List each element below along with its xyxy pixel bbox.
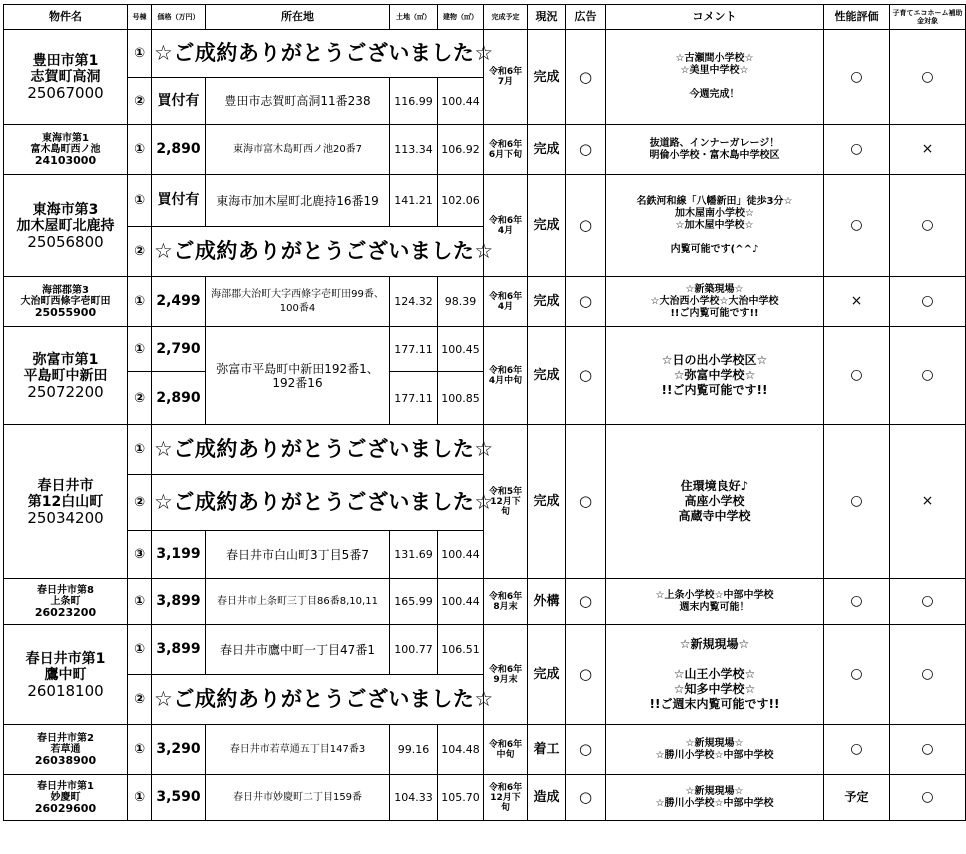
table-cell: 100.44 (438, 531, 484, 579)
comment (606, 175, 824, 277)
table-cell: ○ (566, 425, 606, 579)
property-name-cell[interactable] (4, 125, 128, 175)
property-listing-table (3, 4, 966, 821)
address: 東海市富木島町西ノ池20番7 (206, 125, 390, 175)
table-cell: ① (128, 775, 152, 821)
table-cell: 完成 (528, 175, 566, 277)
table-cell: 外構 (528, 579, 566, 625)
cell-text: 内覧可能です(^^♪ (670, 243, 759, 255)
header-price: 価格（万円） (152, 5, 206, 30)
cell-text: ☆勝川小学校☆中部中学校 (655, 749, 774, 761)
table-cell: ○ (890, 327, 966, 425)
table-cell: × (890, 425, 966, 579)
table-cell: ○ (824, 725, 890, 775)
header-name: 物件名 (4, 5, 128, 30)
table-cell: 令和6年中旬 (484, 725, 528, 775)
header-due: 完成予定 (484, 5, 528, 30)
cell-text: 東海市第1 (42, 133, 89, 144)
cell-text: 春日井市 (37, 477, 94, 494)
table-cell: 100.85 (438, 372, 484, 425)
table-cell: 106.92 (438, 125, 484, 175)
land-area: 116.99 (390, 78, 438, 125)
price: 3,199 (152, 531, 206, 579)
address: 豊田市志賀町高洞11番238 (206, 78, 390, 125)
cell-text: !!ご内覧可能です!! (661, 383, 768, 397)
header-row (4, 5, 966, 30)
cell-text: ☆新規現場☆ (685, 785, 744, 797)
cell-text: 鷹中町 (44, 666, 87, 683)
table-row (4, 175, 966, 227)
table-cell: ○ (566, 125, 606, 175)
table-row (4, 327, 966, 372)
table-row (4, 125, 966, 175)
address: 春日井市白山町3丁目5番7 (206, 531, 390, 579)
cell-text: 春日井市第2 (37, 733, 94, 744)
table-cell: 完成 (528, 425, 566, 579)
address: 東海市加木屋町北鹿持16番19 (206, 175, 390, 227)
table-cell: ○ (890, 775, 966, 821)
cell-text: 東海市第3 (32, 201, 99, 218)
sold-banner: ☆ご成約ありがとうございました☆ (152, 425, 484, 475)
table-cell: ○ (890, 175, 966, 277)
table-cell: ① (128, 175, 152, 227)
due-date: 令和6年7月 (484, 30, 528, 125)
table-cell: ○ (824, 125, 890, 175)
price: 2,790 (152, 327, 206, 372)
table-cell: 完成 (528, 327, 566, 425)
cell-text: 今週完成！ (689, 89, 740, 100)
cell-text: ☆日の出小学校区☆ (661, 353, 768, 367)
table-cell: 着工 (528, 725, 566, 775)
table-cell: 100.45 (438, 327, 484, 372)
header-subsidy: 子育てエコホーム補助金対象 (890, 5, 966, 30)
cell-text: 週末内覧可能！ (679, 601, 750, 613)
table-cell: ① (128, 125, 152, 175)
cell-text: 明倫小学校・富木島中学校区 (649, 149, 780, 161)
price: 買付有 (152, 78, 206, 125)
price: 3,899 (152, 579, 206, 625)
cell-text: ☆知多中学校☆ (673, 682, 756, 696)
price: 2,890 (152, 125, 206, 175)
sold-banner: ☆ご成約ありがとうございました☆ (152, 475, 484, 531)
ad-mark: ○ (566, 30, 606, 125)
status: 完成 (528, 30, 566, 125)
table-cell: ① (128, 277, 152, 327)
price: 2,499 (152, 277, 206, 327)
cell-text: 24103000 (34, 154, 97, 167)
header-comment: コメント (606, 5, 824, 30)
performance-eval: ○ (824, 30, 890, 125)
cell-text: 春日井市第1 (37, 781, 94, 792)
cell-text: 第12白山町 (27, 493, 104, 510)
cell-text: ☆弥富中学校☆ (673, 368, 756, 382)
table-cell: ○ (566, 579, 606, 625)
cell-text: 抜道路、インナーガレージ！ (649, 137, 780, 149)
table-cell: 177.11 (390, 327, 438, 372)
header-land: 土地（㎡） (390, 5, 438, 30)
table-cell: ○ (566, 327, 606, 425)
table-row (4, 425, 966, 475)
comment (606, 277, 824, 327)
cell-text: 海部郡第3 (42, 285, 89, 296)
cell-text: 加木屋南小学校☆ (675, 207, 754, 219)
comment (606, 579, 824, 625)
cell-text: 春日井市第1 (25, 650, 106, 667)
comment (606, 425, 824, 579)
property-name-cell[interactable] (4, 625, 128, 725)
table-cell: ② (128, 227, 152, 277)
cell-text: 高蔵寺中学校 (678, 509, 751, 523)
cell-text: ☆古瀬間小学校☆ (675, 53, 754, 64)
cell-text: 26023200 (34, 606, 97, 619)
building-area: 100.44 (438, 78, 484, 125)
cell-text: 妙慶町 (50, 792, 81, 803)
address: 春日井市上条町三丁目86番8,10,11 (206, 579, 390, 625)
table-cell: × (824, 277, 890, 327)
table-cell: ① (128, 425, 152, 475)
price: 3,590 (152, 775, 206, 821)
table-row (4, 30, 966, 78)
cell-text: ☆上条小学校☆中部中学校 (655, 589, 774, 601)
table-cell: 令和6年4月中旬 (484, 327, 528, 425)
table-cell: ○ (566, 277, 606, 327)
header-building: 建物（㎡） (438, 5, 484, 30)
cell-text: 25055900 (34, 306, 97, 319)
unit-number: ① (128, 30, 152, 78)
cell-text: ☆新規現場☆ (685, 737, 744, 749)
cell-text: 26038900 (34, 754, 97, 767)
table-cell: 令和6年4月 (484, 277, 528, 327)
header-ad: 広告 (566, 5, 606, 30)
table-cell: 完成 (528, 125, 566, 175)
table-cell: 131.69 (390, 531, 438, 579)
table-cell: 令和5年12月下旬 (484, 425, 528, 579)
table-cell: ① (128, 579, 152, 625)
price: 3,290 (152, 725, 206, 775)
cell-text: 若草通 (50, 744, 81, 755)
header-eval: 性能評価 (824, 5, 890, 30)
property-name: 豊田市第1 (32, 53, 99, 69)
table-cell: ① (128, 625, 152, 675)
cell-text: 25034200 (27, 508, 104, 527)
property-area: 志賀町高洞 (30, 69, 101, 85)
header-no: 号棟 (128, 5, 152, 30)
table-cell: ○ (566, 725, 606, 775)
table-cell: ○ (824, 327, 890, 425)
table-cell: ○ (824, 425, 890, 579)
cell-text: !!ご週末内覧可能です!! (649, 697, 780, 711)
sold-banner: ☆ご成約ありがとうございました☆ (152, 227, 484, 277)
cell-text: 26018100 (27, 681, 104, 700)
table-cell: 98.39 (438, 277, 484, 327)
cell-text: ☆新築現場☆ (685, 283, 744, 295)
table-cell: 105.70 (438, 775, 484, 821)
table-cell: 造成 (528, 775, 566, 821)
cell-text: !!ご内覧可能です!! (670, 307, 759, 319)
table-cell: ○ (824, 175, 890, 277)
table-row (4, 775, 966, 821)
subsidy-eligible: ○ (890, 30, 966, 125)
table-cell: ○ (824, 579, 890, 625)
table-row (4, 625, 966, 675)
cell-text: 25072200 (27, 382, 104, 401)
table-cell: ○ (566, 625, 606, 725)
comment (606, 625, 824, 725)
table-cell: 104.33 (390, 775, 438, 821)
cell-text: ☆美里中学校☆ (680, 65, 749, 76)
table-cell: ○ (566, 175, 606, 277)
table-cell: 令和6年4月 (484, 175, 528, 277)
table-cell: 102.06 (438, 175, 484, 227)
price: 買付有 (152, 175, 206, 227)
cell-text: 春日井市第8 (37, 585, 94, 596)
comment (606, 30, 824, 125)
property-name-cell[interactable] (4, 30, 128, 125)
table-cell: 177.11 (390, 372, 438, 425)
table-cell: ○ (890, 579, 966, 625)
sold-banner: ☆ご成約ありがとうございました☆ (152, 675, 484, 725)
table-row (4, 277, 966, 327)
table-cell: 104.48 (438, 725, 484, 775)
table-cell: ○ (566, 775, 606, 821)
address: 春日井市鷹中町一丁目47番1 (206, 625, 390, 675)
table-cell: ○ (890, 625, 966, 725)
table-cell: ① (128, 327, 152, 372)
cell-text: 大治町西條字壱町田 (20, 296, 111, 307)
table-cell: 141.21 (390, 175, 438, 227)
table-row (4, 579, 966, 625)
cell-text: 上条町 (50, 596, 81, 607)
cell-text: 弥富市第1 (32, 351, 99, 368)
table-cell: ○ (824, 625, 890, 725)
cell-text: 名鉄河和線「八幡新田」徒歩3分☆ (636, 195, 793, 207)
table-cell: 完成 (528, 277, 566, 327)
comment (606, 125, 824, 175)
sold-banner: ☆ご成約ありがとうございました☆ (152, 30, 484, 78)
table-cell: 令和6年9月末 (484, 625, 528, 725)
price: 3,899 (152, 625, 206, 675)
table-cell: 99.16 (390, 725, 438, 775)
address: 弥富市平島町中新田192番1、192番16 (206, 327, 390, 425)
cell-text: 住環境良好♪ (680, 479, 749, 493)
property-name-cell[interactable] (4, 327, 128, 425)
property-name-cell[interactable] (4, 725, 128, 775)
table-cell: ② (128, 675, 152, 725)
table-cell: 124.32 (390, 277, 438, 327)
comment (606, 327, 824, 425)
table-cell: 完成 (528, 625, 566, 725)
address: 春日井市若草通五丁目147番3 (206, 725, 390, 775)
table-cell: ③ (128, 531, 152, 579)
property-name-cell[interactable] (4, 425, 128, 579)
table-cell: × (890, 125, 966, 175)
address: 海部郡大治町大字西條字壱町田99番、100番4 (206, 277, 390, 327)
property-name-cell[interactable] (4, 175, 128, 277)
cell-text: ☆新規現場☆ (679, 637, 750, 651)
table-cell: ○ (890, 277, 966, 327)
property-name-cell[interactable] (4, 277, 128, 327)
table-row (4, 725, 966, 775)
header-address: 所在地 (206, 5, 390, 30)
cell-text: 富木島町西ノ池 (30, 144, 101, 155)
cell-text: 26029600 (34, 802, 97, 815)
table-cell: ② (128, 475, 152, 531)
comment (606, 775, 824, 821)
cell-text: 高座小学校 (684, 494, 745, 508)
cell-text: 平島町中新田 (23, 367, 108, 384)
table-cell: 令和6年12月下旬 (484, 775, 528, 821)
comment (606, 725, 824, 775)
address: 春日井市妙慶町二丁目159番 (206, 775, 390, 821)
table-cell: 106.51 (438, 625, 484, 675)
table-cell: 令和6年8月末 (484, 579, 528, 625)
table-cell: ② (128, 372, 152, 425)
table-cell: ① (128, 725, 152, 775)
table-cell: 113.34 (390, 125, 438, 175)
property-code: 25067000 (27, 84, 104, 102)
table-cell: 165.99 (390, 579, 438, 625)
cell-text: ☆山王小学校☆ (673, 667, 756, 681)
cell-text: 25056800 (27, 232, 104, 251)
table-cell: 100.44 (438, 579, 484, 625)
cell-text: ☆加木屋中学校☆ (675, 219, 754, 231)
header-status: 現況 (528, 5, 566, 30)
property-name-cell[interactable] (4, 579, 128, 625)
table-cell: 令和6年6月下旬 (484, 125, 528, 175)
table-cell: ○ (890, 725, 966, 775)
cell-text: ☆大治西小学校☆大治中学校 (650, 295, 779, 307)
table-cell: 予定 (824, 775, 890, 821)
price: 2,890 (152, 372, 206, 425)
unit-number: ② (128, 78, 152, 125)
cell-text: 加木屋町北鹿持 (16, 217, 115, 234)
property-name-cell[interactable] (4, 775, 128, 821)
cell-text: ☆勝川小学校☆中部中学校 (655, 797, 774, 809)
table-cell: 100.77 (390, 625, 438, 675)
